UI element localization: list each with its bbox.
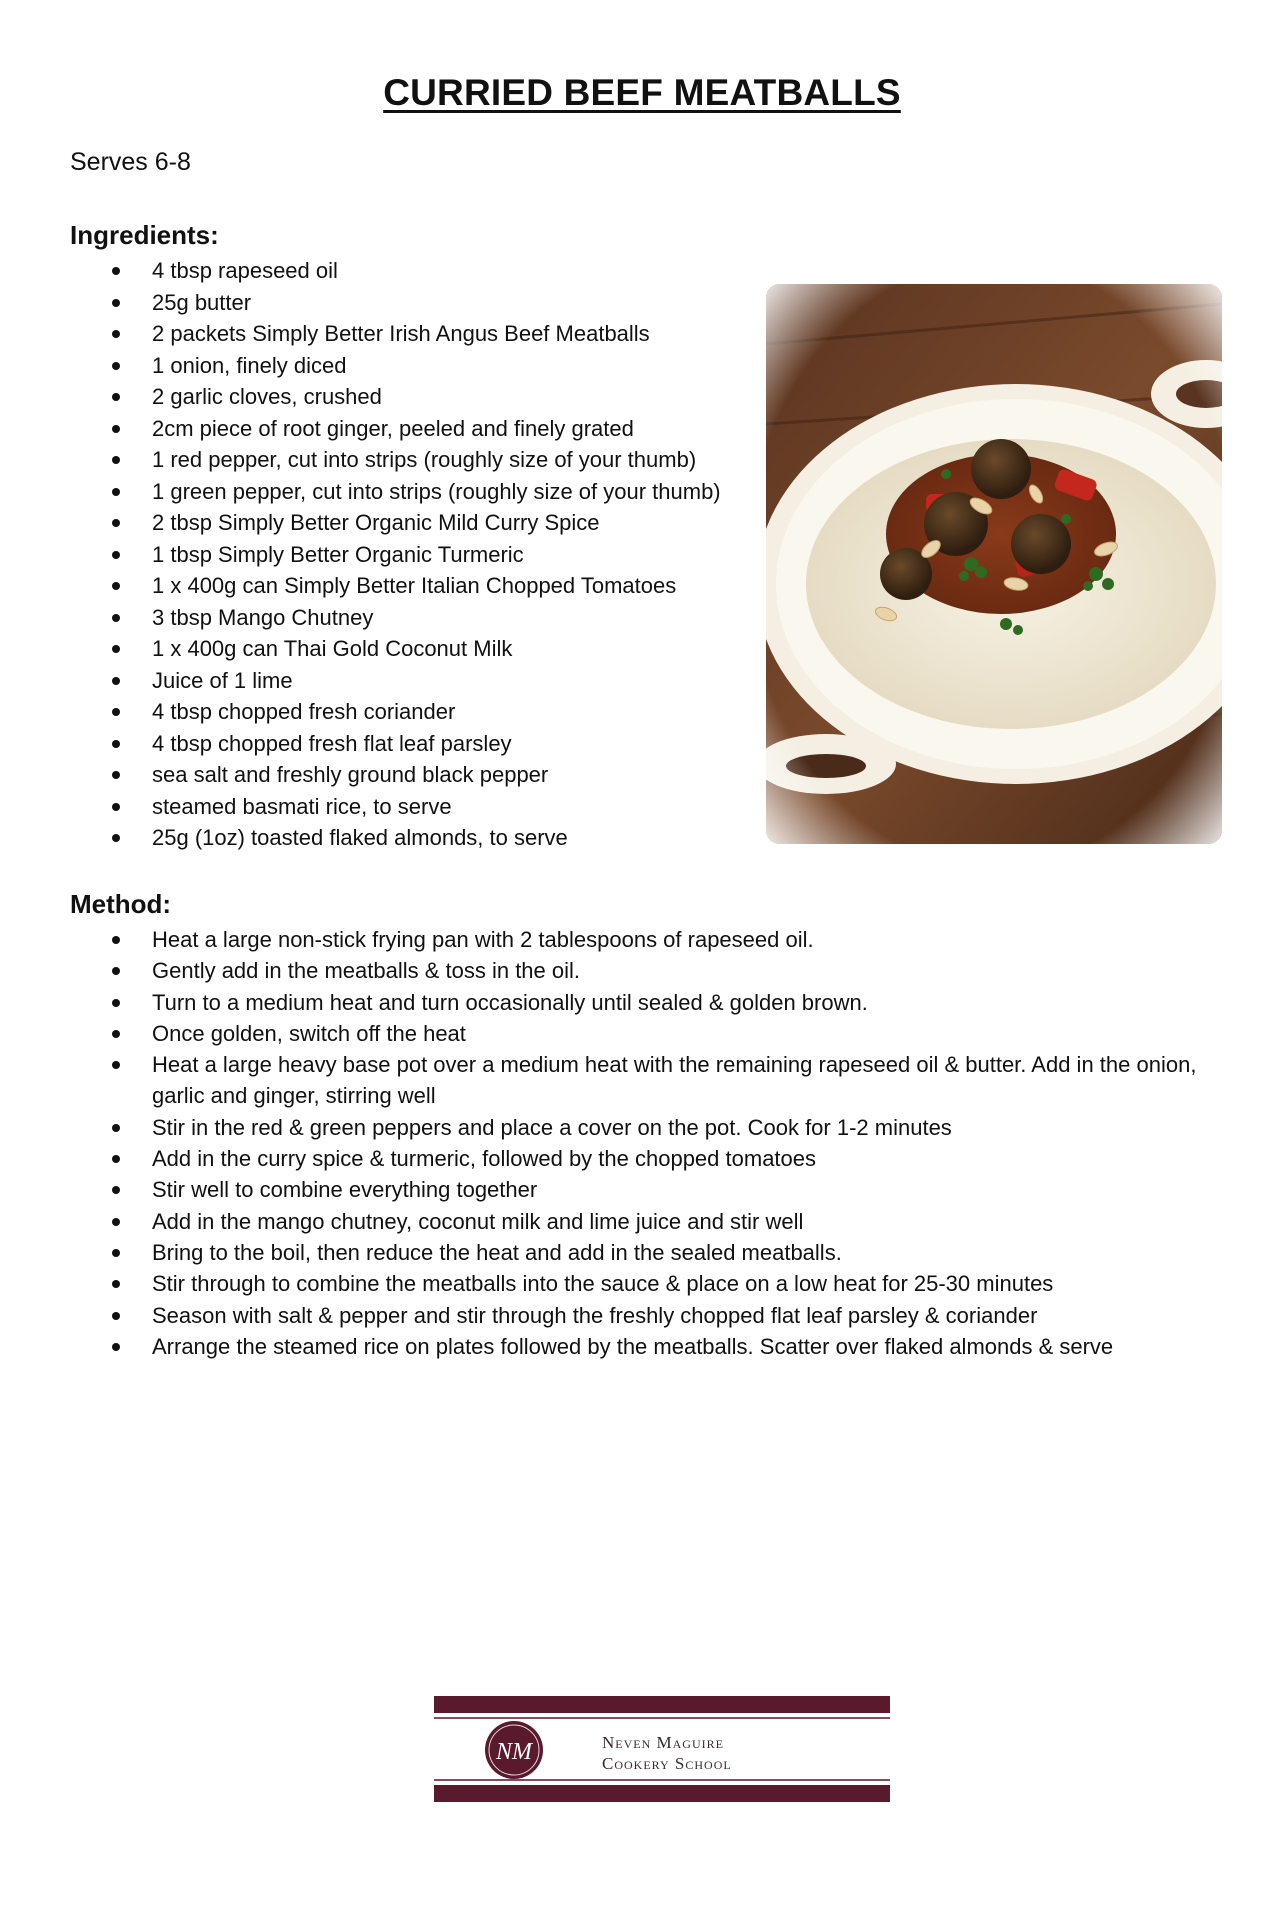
ingredient-item: 25g butter: [107, 287, 747, 319]
method-step: Add in the mango chutney, coconut milk and lime juice and stir well: [107, 1206, 1247, 1237]
method-step: Stir through to combine the meatballs into the sauce & place on a low heat for 25-30 minutes: [107, 1268, 1247, 1299]
method-step: Gently add in the meatballs & toss in the oil.: [107, 955, 1247, 986]
ingredient-item: 2 tbsp Simply Better Organic Mild Curry Spice: [107, 507, 747, 539]
logo-line-1: Neven Maguire: [602, 1733, 724, 1752]
ingredient-item: 2 packets Simply Better Irish Angus Beef Meatballs: [107, 318, 747, 350]
method-step: Season with salt & pepper and stir through the freshly chopped flat leaf parsley & coriander: [107, 1300, 1247, 1331]
method-step: Stir well to combine everything together: [107, 1174, 1247, 1205]
logo-text: [602, 1732, 732, 1774]
ingredient-item: 1 tbsp Simply Better Organic Turmeric: [107, 539, 747, 571]
ingredient-item: 2 garlic cloves, crushed: [107, 381, 747, 413]
ingredient-item: 4 tbsp chopped fresh flat leaf parsley: [107, 728, 747, 760]
ingredient-item: 1 x 400g can Simply Better Italian Chopped Tomatoes: [107, 570, 747, 602]
method-list: [107, 924, 1247, 1362]
ingredient-item: sea salt and freshly ground black pepper: [107, 759, 747, 791]
method-step: Arrange the steamed rice on plates followed by the meatballs. Scatter over flaked almonds & serve: [107, 1331, 1247, 1362]
ingredient-item: 1 green pepper, cut into strips (roughly size of your thumb): [107, 476, 747, 508]
ingredients-heading: Ingredients:: [70, 220, 219, 250]
method-step: Turn to a medium heat and turn occasionally until sealed & golden brown.: [107, 987, 1247, 1018]
ingredient-item: 1 onion, finely diced: [107, 350, 747, 382]
logo-bar-top: [434, 1696, 890, 1713]
page-title: CURRIED BEEF MEATBALLS: [383, 72, 901, 113]
ingredient-item: steamed basmati rice, to serve: [107, 791, 747, 823]
nm-monogram-icon: [484, 1720, 544, 1780]
method-heading: Method:: [70, 889, 172, 919]
method-step: Bring to the boil, then reduce the heat and add in the sealed meatballs.: [107, 1237, 1247, 1268]
ingredient-item: 4 tbsp chopped fresh coriander: [107, 696, 747, 728]
food-photo-image: [766, 284, 1222, 844]
method-step: Add in the curry spice & turmeric, followed by the chopped tomatoes: [107, 1143, 1247, 1174]
logo-stripe-top: [434, 1717, 890, 1719]
ingredient-item: Juice of 1 lime: [107, 665, 747, 697]
ingredients-list: [107, 255, 747, 854]
ingredient-item: 4 tbsp rapeseed oil: [107, 255, 747, 287]
ingredient-item: 25g (1oz) toasted flaked almonds, to serve: [107, 822, 747, 854]
method-step: Once golden, switch off the heat: [107, 1018, 1247, 1049]
logo-line-2: Cookery School: [602, 1754, 732, 1773]
method-step: Heat a large non-stick frying pan with 2 tablespoons of rapeseed oil.: [107, 924, 1247, 955]
ingredient-item: 2cm piece of root ginger, peeled and finely grated: [107, 413, 747, 445]
ingredient-item: 1 x 400g can Thai Gold Coconut Milk: [107, 633, 747, 665]
method-step: Stir in the red & green peppers and place a cover on the pot. Cook for 1-2 minutes: [107, 1112, 1247, 1143]
logo-bar-bottom: [434, 1785, 890, 1802]
food-photo: [766, 284, 1222, 844]
logo-banner: [434, 1696, 890, 1802]
ingredient-item: 3 tbsp Mango Chutney: [107, 602, 747, 634]
ingredient-item: 1 red pepper, cut into strips (roughly size of your thumb): [107, 444, 747, 476]
logo-monogram-text: NM: [496, 1739, 532, 1765]
serves-text: Serves 6-8: [70, 148, 191, 176]
logo-stripe-bottom: [434, 1779, 890, 1781]
method-step: Heat a large heavy base pot over a medium heat with the remaining rapeseed oil & butter. Add in the onion, garlic and ginger, stirring well: [107, 1049, 1247, 1112]
